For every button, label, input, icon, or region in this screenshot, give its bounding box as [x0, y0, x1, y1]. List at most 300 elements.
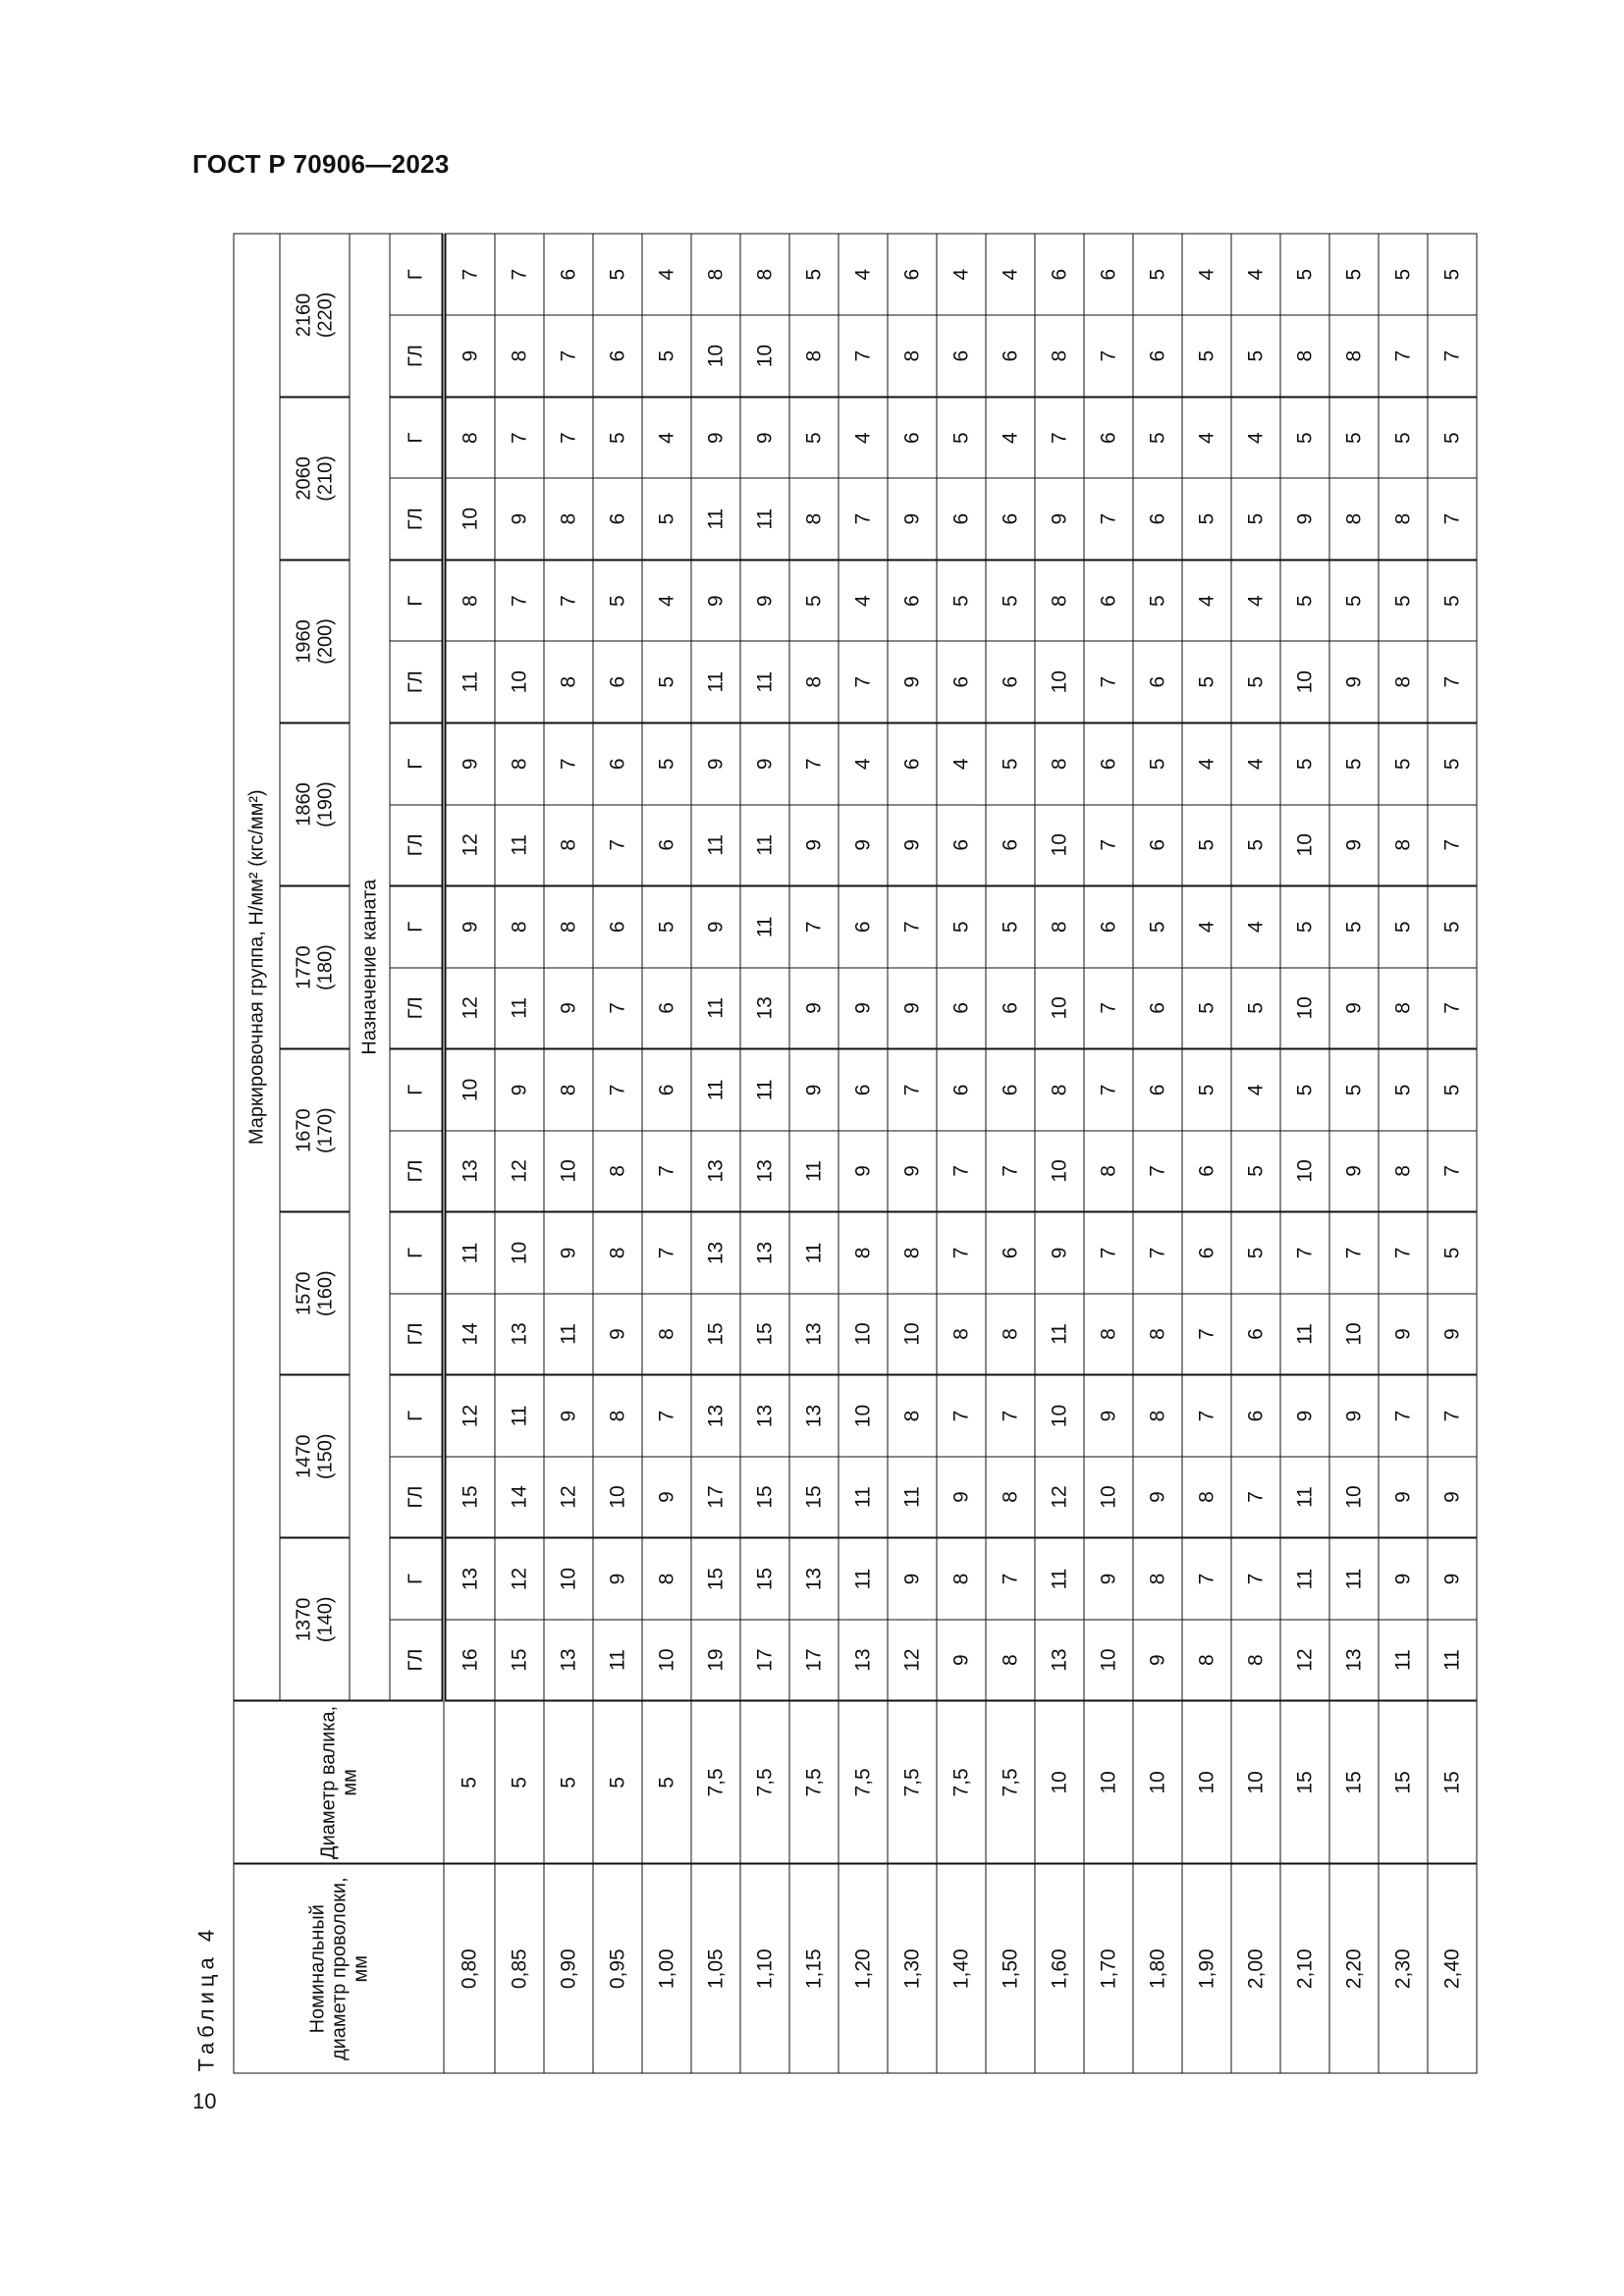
bends-g-cell: 5	[986, 886, 1035, 968]
bends-gl-cell: 6	[1133, 805, 1182, 886]
header-strength-1370	[280, 1538, 350, 1701]
bends-gl-cell: 19	[691, 1620, 740, 1701]
bends-gl-cell: 6	[1133, 315, 1182, 397]
bends-g-cell: 4	[1182, 397, 1231, 478]
bends-gl-cell: 8	[1035, 315, 1084, 397]
bends-g-cell: 13	[789, 1538, 839, 1620]
table-row	[1084, 234, 1133, 2073]
bends-g-cell: 5	[937, 397, 986, 478]
bends-gl-cell: 7	[839, 641, 888, 722]
bends-gl-cell: 8	[1379, 1131, 1428, 1212]
bends-g-cell: 6	[839, 1049, 888, 1131]
wire-diameter-cell: 1,10	[740, 1864, 789, 2073]
bends-gl-cell: 13	[544, 1620, 593, 1701]
table-row	[1182, 234, 1231, 2073]
bends-gl-cell: 7	[544, 315, 593, 397]
bends-g-cell: 5	[1428, 1212, 1477, 1294]
bends-gl-cell: 7	[1084, 641, 1133, 722]
bends-gl-cell: 7	[1133, 1131, 1182, 1212]
bends-gl-cell: 8	[495, 315, 544, 397]
bends-g-cell: 9	[1035, 1212, 1084, 1294]
bends-g-cell: 5	[937, 560, 986, 641]
bends-g-cell: 5	[986, 560, 1035, 641]
bends-gl-cell: 6	[986, 478, 1035, 560]
table-row	[839, 234, 888, 2073]
bends-gl-cell: 8	[1329, 315, 1379, 397]
bends-g-cell: 7	[986, 1375, 1035, 1457]
bends-gl-cell: 7	[986, 1131, 1035, 1212]
bends-g-cell: 4	[1231, 397, 1280, 478]
strength-kgf-value: (220)	[314, 292, 337, 339]
wire-diameter-cell: 1,20	[839, 1864, 888, 2073]
bends-gl-cell: 9	[544, 968, 593, 1049]
bends-gl-cell: 9	[1329, 641, 1379, 722]
bends-g-cell: 9	[444, 886, 495, 968]
strength-kgf-value: (190)	[314, 781, 337, 828]
wire-diameter-cell: 1,50	[986, 1864, 1035, 2073]
bends-g-cell: 7	[1329, 1212, 1379, 1294]
bends-gl-cell: 6	[937, 478, 986, 560]
bends-g-cell: 4	[839, 397, 888, 478]
bends-g-cell: 5	[1280, 722, 1329, 804]
table-row	[740, 234, 789, 2073]
bends-g-cell: 7	[593, 1049, 642, 1131]
bends-g-cell: 8	[544, 1049, 593, 1131]
bends-gl-cell: 9	[1280, 478, 1329, 560]
bends-gl-cell: 9	[1329, 968, 1379, 1049]
bends-gl-cell: 10	[1280, 968, 1329, 1049]
wire-diameter-cell: 2,40	[1428, 1864, 1477, 2073]
bends-gl-cell: 8	[986, 1620, 1035, 1701]
header-row-strength-title	[234, 234, 280, 2073]
header-g: Г	[390, 560, 444, 641]
bends-gl-cell: 5	[1231, 478, 1280, 560]
bends-gl-cell: 8	[1084, 1294, 1133, 1375]
bends-g-cell: 6	[593, 886, 642, 968]
bends-gl-cell: 6	[937, 315, 986, 397]
bends-g-cell: 7	[888, 1049, 937, 1131]
bends-g-cell: 9	[1329, 1375, 1379, 1457]
bends-gl-cell: 9	[839, 1131, 888, 1212]
bends-gl-cell: 10	[1035, 1131, 1084, 1212]
bends-gl-cell: 8	[1182, 1457, 1231, 1538]
bends-gl-cell: 17	[789, 1620, 839, 1701]
strength-value: 1860	[293, 782, 315, 827]
bends-g-cell: 8	[937, 1538, 986, 1620]
bends-g-cell: 6	[544, 234, 593, 315]
bends-g-cell: 6	[1182, 1212, 1231, 1294]
bends-g-cell: 8	[444, 397, 495, 478]
bends-gl-cell: 8	[1379, 805, 1428, 886]
bends-g-cell: 4	[839, 234, 888, 315]
bends-g-cell: 9	[691, 560, 740, 641]
bends-g-cell: 5	[1379, 886, 1428, 968]
table-row	[1035, 234, 1084, 2073]
bends-g-cell: 7	[544, 397, 593, 478]
bends-gl-cell: 9	[888, 478, 937, 560]
bends-gl-cell: 6	[1133, 968, 1182, 1049]
bends-g-cell: 5	[1428, 1049, 1477, 1131]
header-gl: ГЛ	[390, 478, 444, 560]
bends-gl-cell: 6	[937, 968, 986, 1049]
header-strength-2060	[280, 397, 350, 560]
bends-gl-cell: 12	[495, 1131, 544, 1212]
bends-gl-cell: 5	[642, 478, 691, 560]
bends-g-cell: 7	[495, 560, 544, 641]
strength-kgf-value: (180)	[314, 944, 337, 990]
bends-gl-cell: 10	[740, 315, 789, 397]
page-number: 10	[192, 2089, 217, 2113]
bends-gl-cell: 9	[937, 1620, 986, 1701]
bends-gl-cell: 6	[593, 315, 642, 397]
bends-g-cell: 13	[740, 1212, 789, 1294]
bends-gl-cell: 5	[1231, 968, 1280, 1049]
bends-g-cell: 5	[1280, 1049, 1329, 1131]
table-row	[986, 234, 1035, 2073]
rotated-table-block	[189, 234, 1480, 2074]
table-row	[642, 234, 691, 2073]
wire-diameter-cell: 1,30	[888, 1864, 937, 2073]
bends-g-cell: 11	[495, 1375, 544, 1457]
bends-g-cell: 5	[1428, 234, 1477, 315]
bends-g-cell: 5	[937, 886, 986, 968]
strength-value: 1770	[293, 945, 315, 989]
header-strength-1960	[280, 560, 350, 722]
table-row	[789, 234, 839, 2073]
bends-gl-cell: 8	[789, 315, 839, 397]
bends-gl-cell: 5	[1231, 1131, 1280, 1212]
bends-gl-cell: 8	[544, 478, 593, 560]
bends-g-cell: 9	[1084, 1538, 1133, 1620]
bends-g-cell: 7	[1182, 1538, 1231, 1620]
bends-g-cell: 7	[444, 234, 495, 315]
bends-gl-cell: 6	[986, 315, 1035, 397]
header-wire-diameter: Номинальный диаметр проволоки, мм	[234, 1864, 444, 2073]
header-gl: ГЛ	[390, 1294, 444, 1375]
bends-g-cell: 11	[1035, 1538, 1084, 1620]
bends-g-cell: 8	[888, 1212, 937, 1294]
bends-gl-cell: 9	[1428, 1457, 1477, 1538]
header-gl: ГЛ	[390, 805, 444, 886]
bends-g-cell: 6	[986, 1049, 1035, 1131]
bends-g-cell: 5	[642, 886, 691, 968]
bends-gl-cell: 8	[642, 1294, 691, 1375]
wire-diameter-cell: 1,60	[1035, 1864, 1084, 2073]
bends-g-cell: 9	[740, 560, 789, 641]
bends-g-cell: 4	[1231, 234, 1280, 315]
bends-g-cell: 7	[495, 234, 544, 315]
bends-gl-cell: 11	[740, 805, 789, 886]
bends-g-cell: 7	[1280, 1212, 1329, 1294]
wire-diameter-cell: 1,90	[1182, 1864, 1231, 2073]
bends-g-cell: 5	[1231, 1212, 1280, 1294]
bends-g-cell: 8	[1035, 722, 1084, 804]
bends-g-cell: 9	[544, 1212, 593, 1294]
bends-g-cell: 5	[1133, 234, 1182, 315]
bends-gl-cell: 9	[1379, 1294, 1428, 1375]
bends-gl-cell: 10	[691, 315, 740, 397]
bends-gl-cell: 13	[1329, 1620, 1379, 1701]
roller-diameter-cell: 7,5	[740, 1701, 789, 1864]
header-gl: ГЛ	[390, 315, 444, 397]
bends-gl-cell: 7	[1428, 641, 1477, 722]
bends-g-cell: 7	[986, 1538, 1035, 1620]
bends-gl-cell: 7	[839, 315, 888, 397]
roller-diameter-cell: 10	[1182, 1701, 1231, 1864]
table-row	[1379, 234, 1428, 2073]
table-row	[495, 234, 544, 2073]
roller-diameter-cell: 5	[593, 1701, 642, 1864]
wire-diameter-cell: 0,95	[593, 1864, 642, 2073]
bends-g-cell: 4	[642, 560, 691, 641]
bends-gl-cell: 10	[1280, 1131, 1329, 1212]
bends-gl-cell: 5	[1231, 641, 1280, 722]
bends-g-cell: 5	[986, 722, 1035, 804]
bends-g-cell: 4	[1231, 560, 1280, 641]
bends-gl-cell: 9	[444, 315, 495, 397]
bends-gl-cell: 10	[1035, 805, 1084, 886]
bends-g-cell: 4	[1182, 722, 1231, 804]
bends-g-cell: 4	[839, 722, 888, 804]
bends-g-cell: 5	[1428, 886, 1477, 968]
bends-gl-cell: 5	[1182, 641, 1231, 722]
bends-gl-cell: 7	[1231, 1457, 1280, 1538]
bends-g-cell: 5	[1379, 722, 1428, 804]
bends-g-cell: 5	[1379, 234, 1428, 315]
bends-gl-cell: 9	[642, 1457, 691, 1538]
bends-g-cell: 5	[789, 560, 839, 641]
strength-kgf-value: (210)	[314, 455, 337, 502]
wire-diameter-cell: 1,00	[642, 1864, 691, 2073]
wire-diameter-cell: 0,90	[544, 1864, 593, 2073]
bends-gl-cell: 12	[444, 805, 495, 886]
bends-g-cell: 4	[642, 234, 691, 315]
bends-g-cell: 15	[691, 1538, 740, 1620]
bends-gl-cell: 9	[888, 805, 937, 886]
table-row	[937, 234, 986, 2073]
bends-g-cell: 9	[740, 722, 789, 804]
bends-g-cell: 11	[740, 1049, 789, 1131]
header-g: Г	[390, 722, 444, 804]
header-strength-1770	[280, 886, 350, 1049]
bends-g-cell: 9	[691, 722, 740, 804]
roller-diameter-cell: 15	[1428, 1701, 1477, 1864]
bends-gl-cell: 10	[1035, 641, 1084, 722]
bends-g-cell: 8	[593, 1375, 642, 1457]
bends-g-cell: 4	[642, 397, 691, 478]
header-g: Г	[390, 1538, 444, 1620]
bends-g-cell: 5	[1379, 1049, 1428, 1131]
header-strength-2160	[280, 234, 350, 397]
bends-g-cell: 7	[1084, 1049, 1133, 1131]
bends-g-cell: 10	[544, 1538, 593, 1620]
bends-g-cell: 11	[789, 1212, 839, 1294]
bends-g-cell: 5	[1329, 560, 1379, 641]
bends-gl-cell: 11	[1379, 1620, 1428, 1701]
bends-g-cell: 12	[495, 1538, 544, 1620]
bends-gl-cell: 12	[1035, 1457, 1084, 1538]
bends-gl-cell: 5	[1182, 968, 1231, 1049]
strength-value: 2160	[293, 293, 315, 338]
bends-g-cell: 7	[1379, 1212, 1428, 1294]
bends-gl-cell: 10	[1280, 805, 1329, 886]
bends-gl-cell: 12	[544, 1457, 593, 1538]
wire-diameter-cell: 2,10	[1280, 1864, 1329, 2073]
bends-g-cell: 5	[1280, 397, 1329, 478]
bends-gl-cell: 9	[593, 1294, 642, 1375]
bends-g-cell: 8	[642, 1538, 691, 1620]
bends-g-cell: 9	[593, 1538, 642, 1620]
header-g: Г	[390, 1049, 444, 1131]
bends-gl-cell: 7	[1084, 315, 1133, 397]
strength-value: 2060	[293, 456, 315, 501]
bends-gl-cell: 10	[444, 478, 495, 560]
bends-gl-cell: 11	[544, 1294, 593, 1375]
bends-gl-cell: 9	[1379, 1457, 1428, 1538]
bends-gl-cell: 6	[986, 805, 1035, 886]
roller-diameter-cell: 7,5	[839, 1701, 888, 1864]
bends-g-cell: 4	[1182, 886, 1231, 968]
bends-gl-cell: 10	[1084, 1457, 1133, 1538]
table-row	[593, 234, 642, 2073]
bends-gl-cell: 11	[789, 1131, 839, 1212]
roller-diameter-cell: 5	[444, 1701, 495, 1864]
bends-gl-cell: 15	[495, 1620, 544, 1701]
table-row	[1428, 234, 1477, 2073]
bends-g-cell: 9	[495, 1049, 544, 1131]
bends-g-cell: 4	[1231, 886, 1280, 968]
bends-gl-cell: 8	[1329, 478, 1379, 560]
bends-g-cell: 5	[642, 722, 691, 804]
bends-g-cell: 8	[1035, 886, 1084, 968]
bends-gl-cell: 7	[1084, 478, 1133, 560]
bends-g-cell: 5	[1379, 397, 1428, 478]
bends-gl-cell: 7	[593, 968, 642, 1049]
roller-diameter-cell: 15	[1280, 1701, 1329, 1864]
bends-gl-cell: 9	[1035, 478, 1084, 560]
bends-gl-cell: 5	[642, 315, 691, 397]
table-row	[1280, 234, 1329, 2073]
bends-gl-cell: 7	[1428, 968, 1477, 1049]
bends-gl-cell: 10	[1329, 1457, 1379, 1538]
bends-gl-cell: 15	[740, 1294, 789, 1375]
bends-g-cell: 7	[544, 560, 593, 641]
bends-g-cell: 9	[691, 886, 740, 968]
header-gl: ГЛ	[390, 641, 444, 722]
header-strength-1570	[280, 1212, 350, 1375]
bends-g-cell: 5	[1280, 234, 1329, 315]
table-row	[1329, 234, 1379, 2073]
bends-gl-cell: 11	[1280, 1457, 1329, 1538]
wire-diameter-cell: 1,70	[1084, 1864, 1133, 2073]
bends-g-cell: 6	[839, 886, 888, 968]
bends-g-cell: 4	[1231, 722, 1280, 804]
bends-g-cell: 5	[789, 234, 839, 315]
bends-g-cell: 7	[1084, 1212, 1133, 1294]
bends-gl-cell: 10	[593, 1457, 642, 1538]
bends-gl-cell: 13	[839, 1620, 888, 1701]
table-row	[1231, 234, 1280, 2073]
bends-gl-cell: 5	[1231, 315, 1280, 397]
header-g: Г	[390, 1375, 444, 1457]
bends-g-cell: 7	[1182, 1375, 1231, 1457]
bends-gl-cell: 7	[839, 478, 888, 560]
strength-value: 1470	[293, 1434, 315, 1479]
bends-g-cell: 4	[1182, 234, 1231, 315]
header-strength-1670	[280, 1049, 350, 1212]
bends-g-cell: 7	[642, 1212, 691, 1294]
bends-gl-cell: 6	[986, 641, 1035, 722]
bends-gl-cell: 7	[1428, 1131, 1477, 1212]
wire-diameter-cell: 0,85	[495, 1864, 544, 2073]
bends-gl-cell: 5	[642, 641, 691, 722]
bends-g-cell: 6	[1231, 1375, 1280, 1457]
wire-diameter-cell: 1,40	[937, 1864, 986, 2073]
bends-gl-cell: 6	[1133, 478, 1182, 560]
bends-gl-cell: 11	[740, 478, 789, 560]
header-gl: ГЛ	[390, 1131, 444, 1212]
bends-gl-cell: 9	[888, 641, 937, 722]
bends-g-cell: 6	[1084, 886, 1133, 968]
bends-g-cell: 15	[740, 1538, 789, 1620]
bends-g-cell: 6	[1084, 722, 1133, 804]
bends-gl-cell: 9	[888, 968, 937, 1049]
strength-value: 1960	[293, 619, 315, 664]
header-g: Г	[390, 886, 444, 968]
document-title: ГОСТ Р 70906—2023	[192, 149, 450, 179]
table-row	[691, 234, 740, 2073]
bends-g-cell: 8	[1035, 1049, 1084, 1131]
bends-g-cell: 11	[740, 886, 789, 968]
bends-gl-cell: 14	[444, 1294, 495, 1375]
bends-gl-cell: 11	[888, 1457, 937, 1538]
bends-gl-cell: 11	[691, 968, 740, 1049]
bends-g-cell: 6	[888, 397, 937, 478]
roller-diameter-cell: 5	[642, 1701, 691, 1864]
bends-g-cell: 7	[937, 1212, 986, 1294]
bends-g-cell: 6	[1084, 560, 1133, 641]
strength-kgf-value: (140)	[314, 1596, 337, 1643]
bends-g-cell: 5	[593, 397, 642, 478]
bends-gl-cell: 13	[1035, 1620, 1084, 1701]
bends-gl-cell: 6	[593, 478, 642, 560]
bends-g-cell: 10	[839, 1375, 888, 1457]
bends-gl-cell: 6	[937, 805, 986, 886]
bends-gl-cell: 7	[593, 805, 642, 886]
header-strength-1860	[280, 722, 350, 885]
bends-g-cell: 7	[1379, 1375, 1428, 1457]
bends-gl-cell: 10	[1280, 641, 1329, 722]
bends-g-cell: 8	[544, 886, 593, 968]
bends-gl-cell: 17	[691, 1457, 740, 1538]
bends-gl-cell: 7	[1084, 805, 1133, 886]
bends-gl-cell: 15	[789, 1457, 839, 1538]
bends-gl-cell: 10	[495, 641, 544, 722]
bends-gl-cell: 9	[888, 1131, 937, 1212]
table-row	[888, 234, 937, 2073]
bends-g-cell: 13	[691, 1212, 740, 1294]
header-gl: ГЛ	[390, 1457, 444, 1538]
bends-g-cell: 6	[937, 1049, 986, 1131]
bends-g-cell: 10	[495, 1212, 544, 1294]
bends-g-cell: 4	[986, 397, 1035, 478]
bends-gl-cell: 8	[789, 641, 839, 722]
bends-g-cell: 4	[937, 234, 986, 315]
bends-gl-cell: 10	[1329, 1294, 1379, 1375]
bends-g-cell: 5	[1329, 886, 1379, 968]
bends-gl-cell: 8	[1182, 1620, 1231, 1701]
bends-g-cell: 4	[986, 234, 1035, 315]
